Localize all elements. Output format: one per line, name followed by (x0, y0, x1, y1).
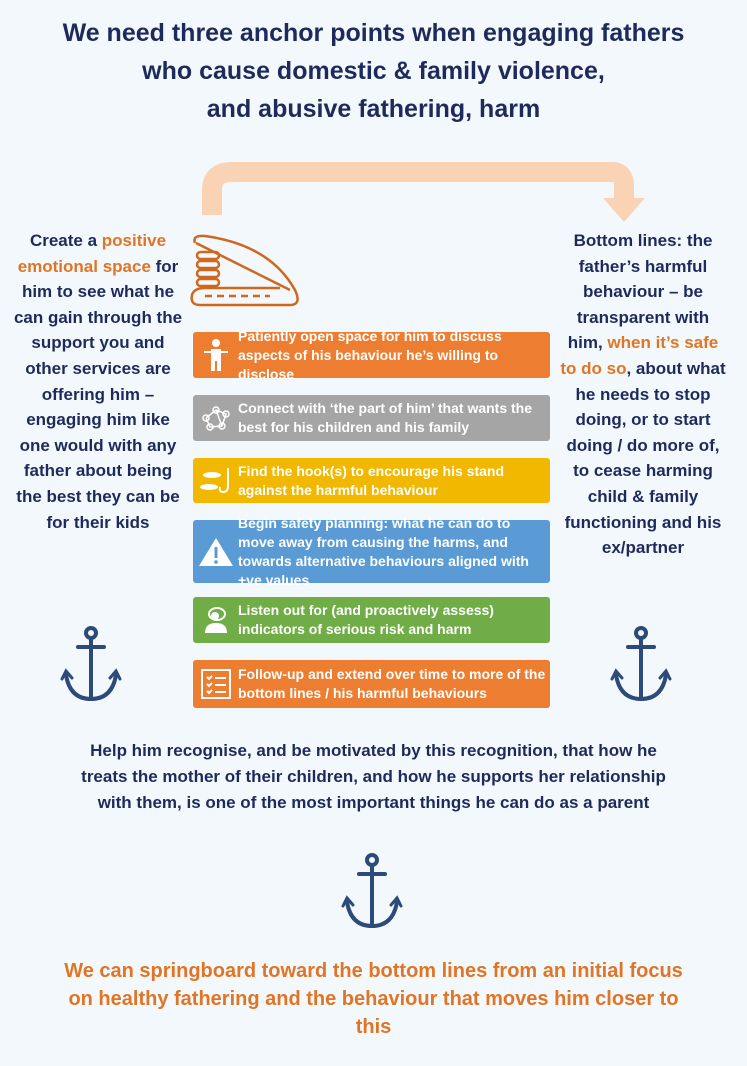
left-anchor-text (12, 228, 184, 535)
title-line: and abusive fathering, harm (206, 95, 541, 123)
step-text: Follow-up and extend over time to more of the bottom lines / his harmful behaviours (238, 666, 546, 701)
right-text-rest: , about what he needs to stop doing, or to start doing / do more of, to cease harming child & family functioning and his ex/partner (564, 358, 726, 558)
step-text: Listen out for (and proactively assess) indicators of serious risk and harm (238, 602, 494, 637)
right-highlight: when it’s safe to do so (560, 333, 719, 378)
step-text: Patiently open space for him to discuss aspects of his behaviour he’s willing to disclose (238, 327, 502, 382)
middle-anchor-text: Help him recognise, and be motivated by this recognition, that how he treats the mother of their children, and how he supports her relationship with them, is one of the most important things he can do as a parent (81, 741, 666, 812)
title-line: who cause domestic & family violence, (142, 57, 605, 85)
anchor-icon (60, 625, 122, 710)
step-text: Find the hook(s) to encourage his stand against the harmful behaviour (238, 462, 505, 498)
person-icon (193, 338, 238, 372)
step-box (193, 395, 550, 441)
fish-hook-icon (193, 466, 238, 496)
network-icon (193, 404, 238, 432)
right-text: Bottom lines: the father’s harmful behaviour – be transparent with him, (567, 231, 713, 353)
step-text: Connect with ‘the part of him’ that wants the best for his children and his family (238, 400, 533, 435)
step-box (193, 597, 550, 643)
title-line: We need three anchor points when engaging fathers (62, 19, 685, 47)
checklist-icon (193, 668, 238, 700)
step-box (193, 514, 550, 588)
left-text: Create a (29, 231, 102, 250)
step-box (193, 660, 550, 708)
step-box (193, 327, 550, 382)
anchor-icon (341, 852, 403, 937)
warning-icon (193, 536, 238, 568)
anchor-icon (610, 625, 672, 710)
springboard-icon (192, 236, 298, 305)
conclusion-text: We can springboard toward the bottom lines from an initial focus on healthy fathering and the behaviour that moves him closer to this (64, 960, 683, 1038)
step-box (193, 458, 550, 503)
left-text-rest: for him to see what he can gain through the support you and other services are offering him – engaging him like one would with any father about being the best they can be for their kids (13, 256, 183, 532)
step-text: Begin safety planning: what he can do to move away from causing the harms, and towards alternative behaviours aligned with +ve values (238, 514, 529, 588)
right-anchor-text (558, 228, 728, 561)
left-highlight: positive emotional space (17, 231, 167, 276)
listening-icon (193, 605, 238, 635)
